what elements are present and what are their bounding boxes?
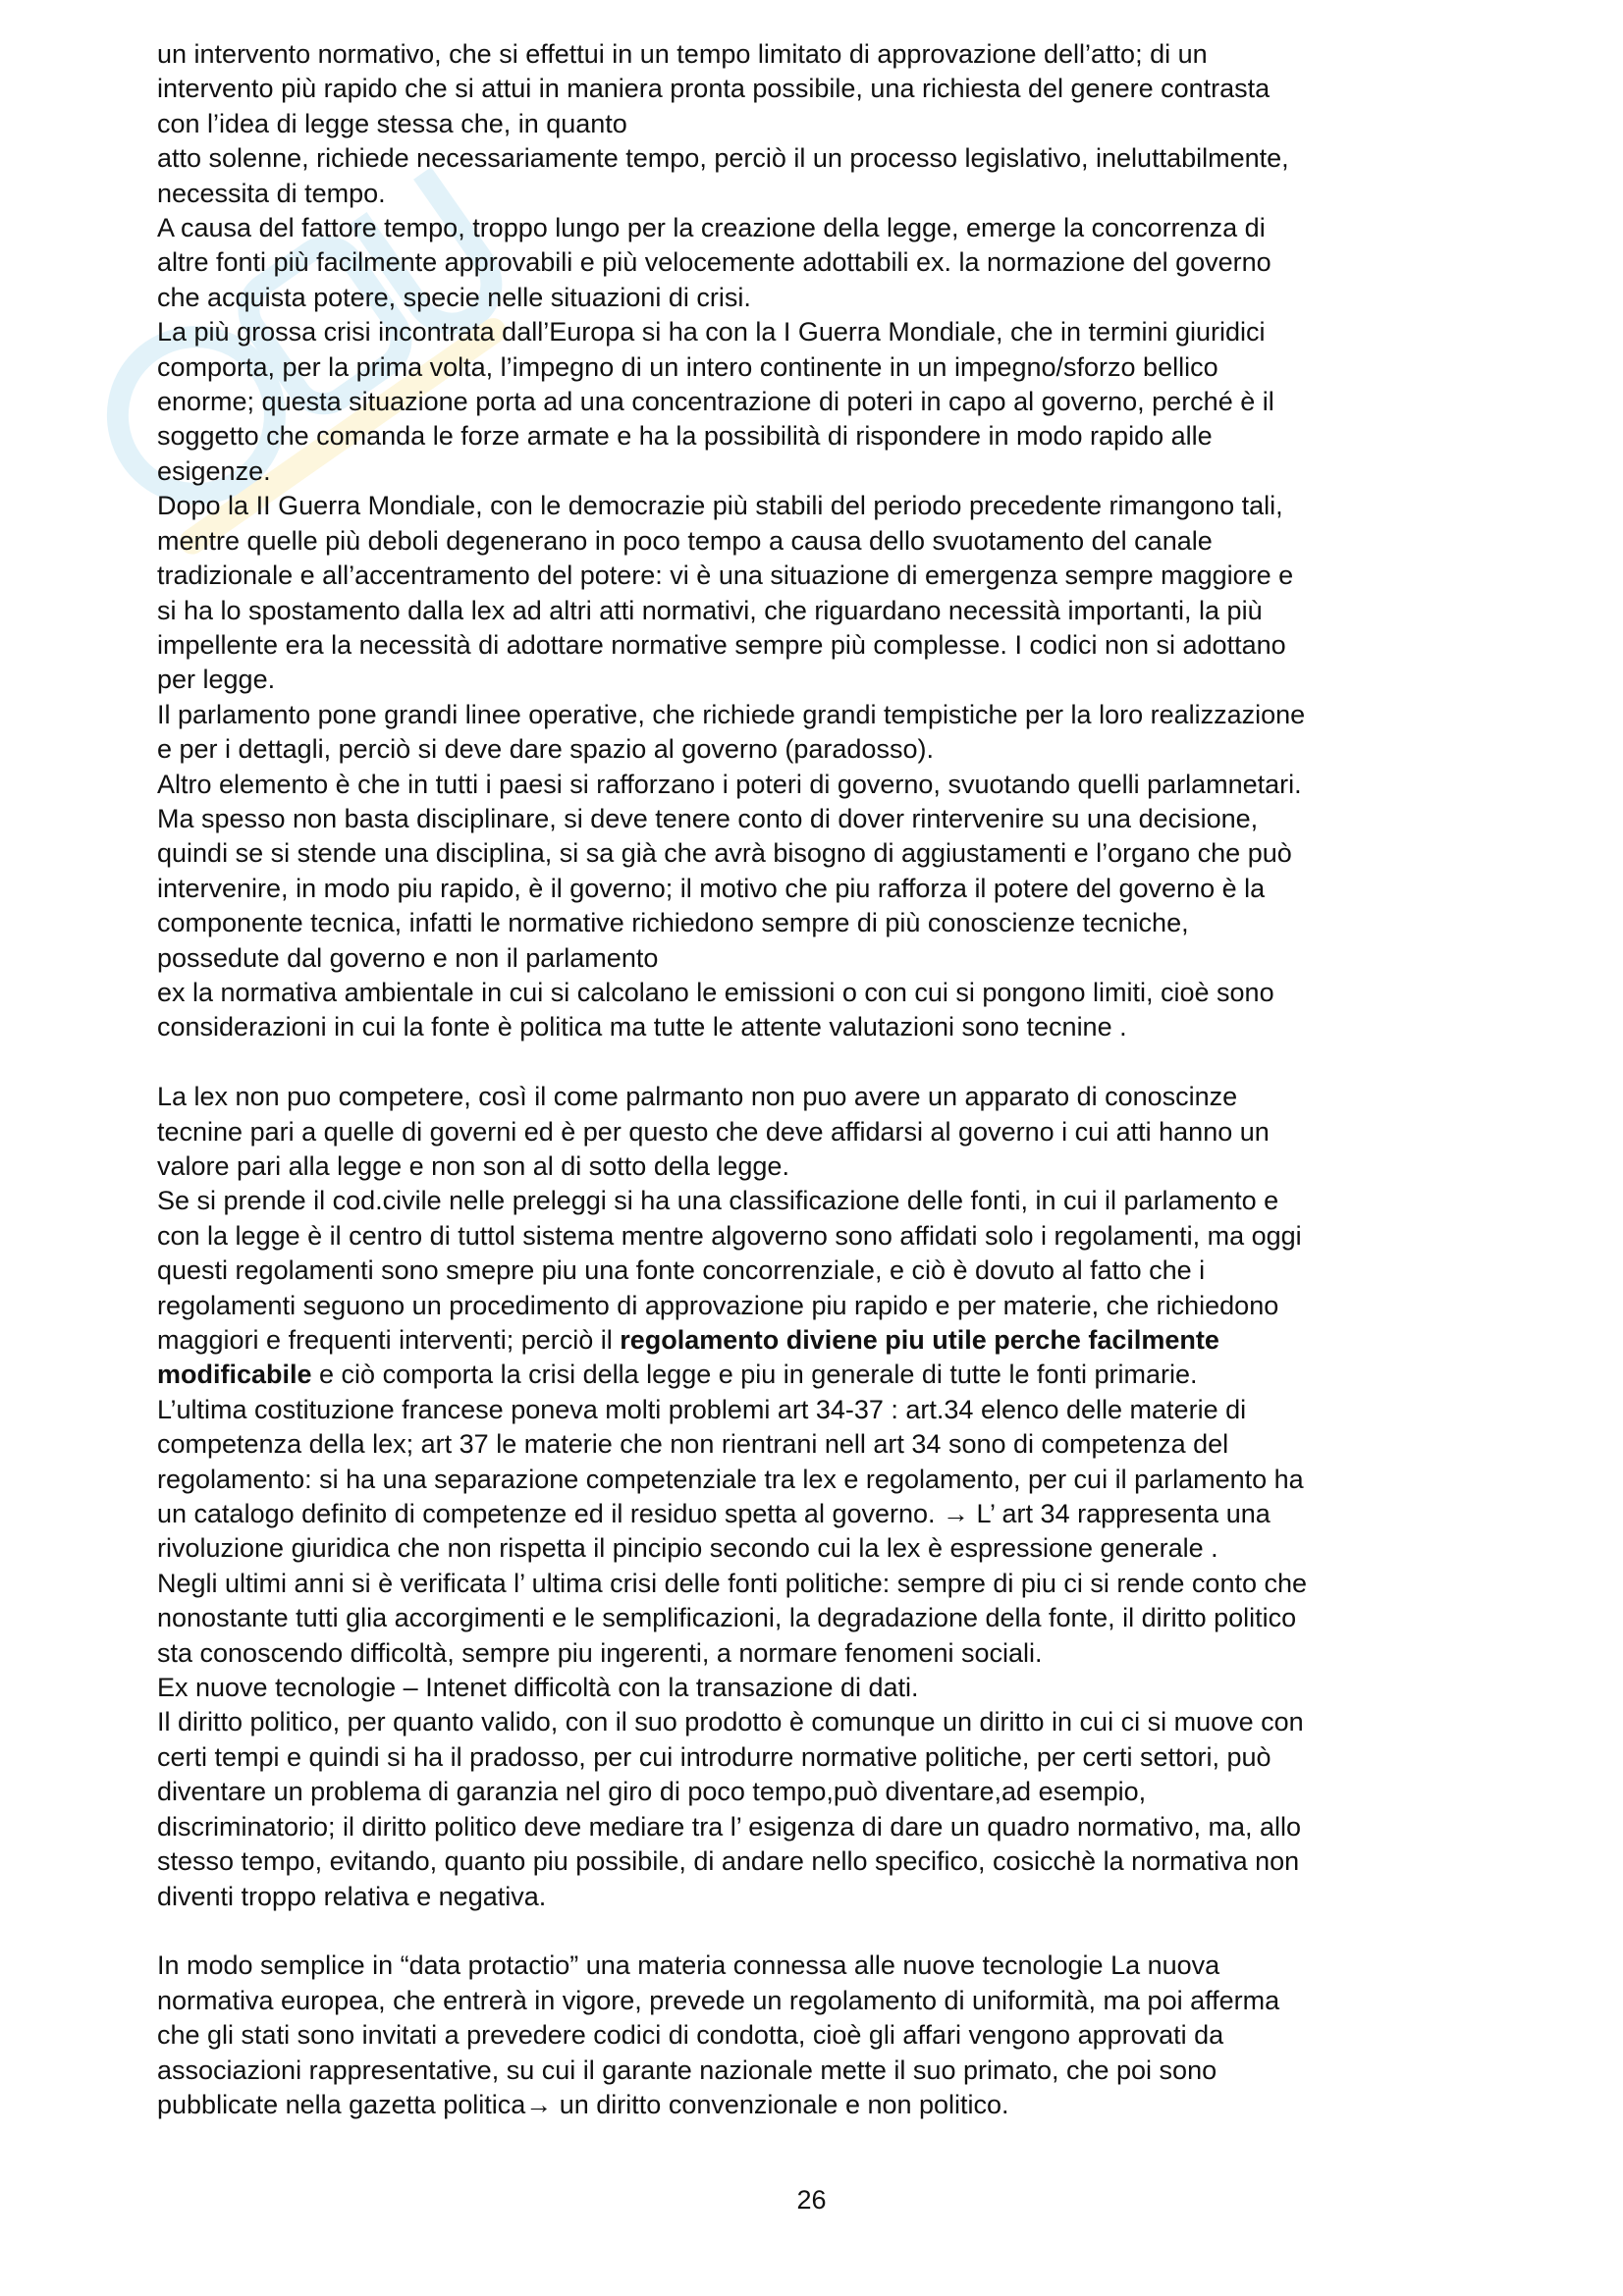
text-line: e per i dettagli, perciò si deve dare spazio al governo (paradosso).	[157, 734, 934, 765]
text-line: impellente era la necessità di adottare normative sempre più complesse. I codici non si adottano	[157, 629, 1286, 660]
text-line: per legge.	[157, 665, 276, 695]
page-number: 26	[796, 2185, 827, 2215]
text-line: che acquista potere, specie nelle situazioni di crisi.	[157, 282, 751, 312]
text-line: enorme; questa situazione porta ad una concentrazione di poteri in capo al governo, perché è il	[157, 387, 1274, 417]
text-line: mentre quelle più deboli degenerano in poco tempo a causa dello svuotamento del canale	[157, 525, 1213, 556]
text-line: quindi se si stende una disciplina, si sa già che avrà bisogno di aggiustamenti e l’organo che può	[157, 838, 1292, 869]
text-line: Se si prende il cod.civile nelle preleggi si ha una classificazione delle fonti, in cui il parlamento e	[157, 1186, 1279, 1216]
text-line: competenza della lex; art 37 le materie che non rientrani nell art 34 sono di competenza del	[157, 1429, 1229, 1460]
text-line: associazioni rappresentative, su cui il garante nazionale mette il suo primato, che poi sono	[157, 2055, 1217, 2085]
text-line: Ma spesso non basta disciplinare, si deve tenere conto di dover rintervenire su una decisione,	[157, 803, 1259, 833]
text-line: comporta, per la prima volta, l’impegno di un intero continente in un impegno/sforzo bellico	[157, 351, 1218, 382]
text-line: considerazioni in cui la fonte è politica ma tutte le attente valutazioni sono tecnine .	[157, 1012, 1127, 1042]
text-line: necessita di tempo.	[157, 178, 386, 208]
text-line: con l’idea di legge stessa che, in quanto	[157, 108, 627, 138]
text-line: Ex nuove tecnologie – Intenet difficoltà con la transazione di dati.	[157, 1673, 919, 1703]
text-line: possedute dal governo e non il parlamento	[157, 942, 659, 973]
text-line: regolamento: si ha una separazione competenziale tra lex e regolamento, per cui il parlamento ha	[157, 1464, 1304, 1494]
text-line: questi regolamenti sono smepre piu una fonte concorrenziale, e ciò è dovuto al fatto che i	[157, 1255, 1206, 1286]
text-line: discriminatorio; il diritto politico deve mediare tra l’ esigenza di dare un quadro normativo, ma, allo	[157, 1811, 1302, 1842]
text-line: L’ultima costituzione francese poneva molti problemi art 34-37 : art.34 elenco delle materie di	[157, 1394, 1247, 1424]
text-line: In modo semplice in “data protactio” una materia connessa alle nuove tecnologie La nuova	[157, 1950, 1220, 1981]
text-line: componente tecnica, infatti le normative richiedono sempre di più conoscienze tecniche,	[157, 908, 1189, 938]
text-segment: e ciò comporta la crisi della legge e piu in generale di tutte le fonti primarie.	[311, 1360, 1198, 1390]
document-body	[157, 37, 1492, 2122]
text-line: rivoluzione giuridica che non rispetta il pincipio secondo cui la lex è espressione generale .	[157, 1533, 1218, 1564]
text-line: intervento più rapido che si attui in maniera pronta possibile, una richiesta del genere contrasta	[157, 74, 1271, 104]
text-line	[157, 1323, 1492, 1358]
text-line: valore pari alla legge e non son al di sotto della legge.	[157, 1150, 789, 1181]
text-line: che gli stati sono invitati a prevedere codici di condotta, cioè gli affari vengono approvati da	[157, 2020, 1224, 2051]
text-line: soggetto che comanda le forze armate e ha la possibilità di rispondere in modo rapido alle	[157, 421, 1213, 452]
text-line: si ha lo spostamento dalla lex ad altri atti normativi, che riguardano necessità importanti, la più	[157, 595, 1263, 625]
text-line: Il parlamento pone grandi linee operative, che richiede grandi tempistiche per la loro realizzazione	[157, 699, 1306, 729]
text-line: Negli ultimi anni si è verificata l’ ultima crisi delle fonti politiche: sempre di piu ci si rende conto che	[157, 1568, 1308, 1598]
bold-text-segment: regolamento diviene piu utile perche facilmente	[620, 1325, 1219, 1356]
text-line: diventare un problema di garanzia nel giro di poco tempo,può diventare,ad esempio,	[157, 1777, 1147, 1807]
text-line: ex la normativa ambientale in cui si calcolano le emissioni o con cui si pongono limiti, cioè sono	[157, 977, 1274, 1007]
text-line: sta conoscendo difficoltà, sempre piu ingerenti, a normare fenomeni sociali.	[157, 1637, 1043, 1668]
text-segment: maggiori e frequenti interventi; perciò il	[157, 1325, 621, 1356]
text-line: con la legge è il centro di tuttol sistema mentre algoverno sono affidati solo i regolamenti, ma oggi	[157, 1220, 1302, 1251]
blank-line	[157, 1914, 1492, 1949]
text-line: atto solenne, richiede necessariamente tempo, perciò il un processo legislativo, ineluttabilmente,	[157, 143, 1289, 174]
blank-line	[157, 1045, 1492, 1080]
text-line: Altro elemento è che in tutti i paesi si rafforzano i poteri di governo, svuotando quelli parlamnetari.	[157, 769, 1302, 799]
text-line: Dopo la II Guerra Mondiale, con le democrazie più stabili del periodo precedente rimangono tali,	[157, 491, 1283, 521]
text-line: intervenire, in modo piu rapido, è il governo; il motivo che piu rafforza il potere del governo è la	[157, 873, 1266, 903]
text-line: esigenze.	[157, 455, 271, 486]
bold-text-segment: modificabile	[157, 1360, 312, 1390]
text-line: pubblicate nella gazetta politica→ un diritto convenzionale e non politico.	[157, 2089, 1009, 2119]
text-line	[157, 1358, 1492, 1392]
text-line: tradizionale e all’accentramento del potere: vi è una situazione di emergenza sempre maggiore e	[157, 561, 1294, 591]
text-line: certi tempi e quindi si ha il pradosso, per cui introdurre normative politiche, per certi settori, può	[157, 1741, 1271, 1772]
text-line: nonostante tutti glia accorgimenti e le semplificazioni, la degradazione della fonte, il diritto politico	[157, 1603, 1297, 1633]
text-line: altre fonti più facilmente approvabili e più velocemente adottabili ex. la normazione del governo	[157, 247, 1271, 278]
text-line: regolamenti seguono un procedimento di approvazione piu rapido e per materie, che richiedono	[157, 1290, 1279, 1320]
text-line: un catalogo definito di competenze ed il residuo spetta al governo. → L’ art 34 rappresenta una	[157, 1499, 1271, 1529]
text-line: diventi troppo relativa e negativa.	[157, 1881, 547, 1911]
text-line: La più grossa crisi incontrata dall’Europa si ha con la I Guerra Mondiale, che in termini giuridici	[157, 317, 1266, 347]
text-line: un intervento normativo, che si effettui in un tempo limitato di approvazione dell’atto; di un	[157, 39, 1208, 69]
text-line: tecnine pari a quelle di governi ed è per questo che deve affidarsi al governo i cui atti hanno un	[157, 1116, 1270, 1147]
text-line: La lex non puo competere, così il come palrmanto non puo avere un apparato di conoscinze	[157, 1082, 1238, 1112]
text-line: normativa europea, che entrerà in vigore, prevede un regolamento di uniformità, ma poi afferma	[157, 1985, 1280, 2015]
text-line: A causa del fattore tempo, troppo lungo per la creazione della legge, emerge la concorrenza di	[157, 213, 1266, 243]
text-line: Il diritto politico, per quanto valido, con il suo prodotto è comunque un diritto in cui ci si muove con	[157, 1707, 1304, 1737]
text-line: stesso tempo, evitando, quanto piu possibile, di andare nello specifico, cosicchè la normativa non	[157, 1846, 1300, 1877]
